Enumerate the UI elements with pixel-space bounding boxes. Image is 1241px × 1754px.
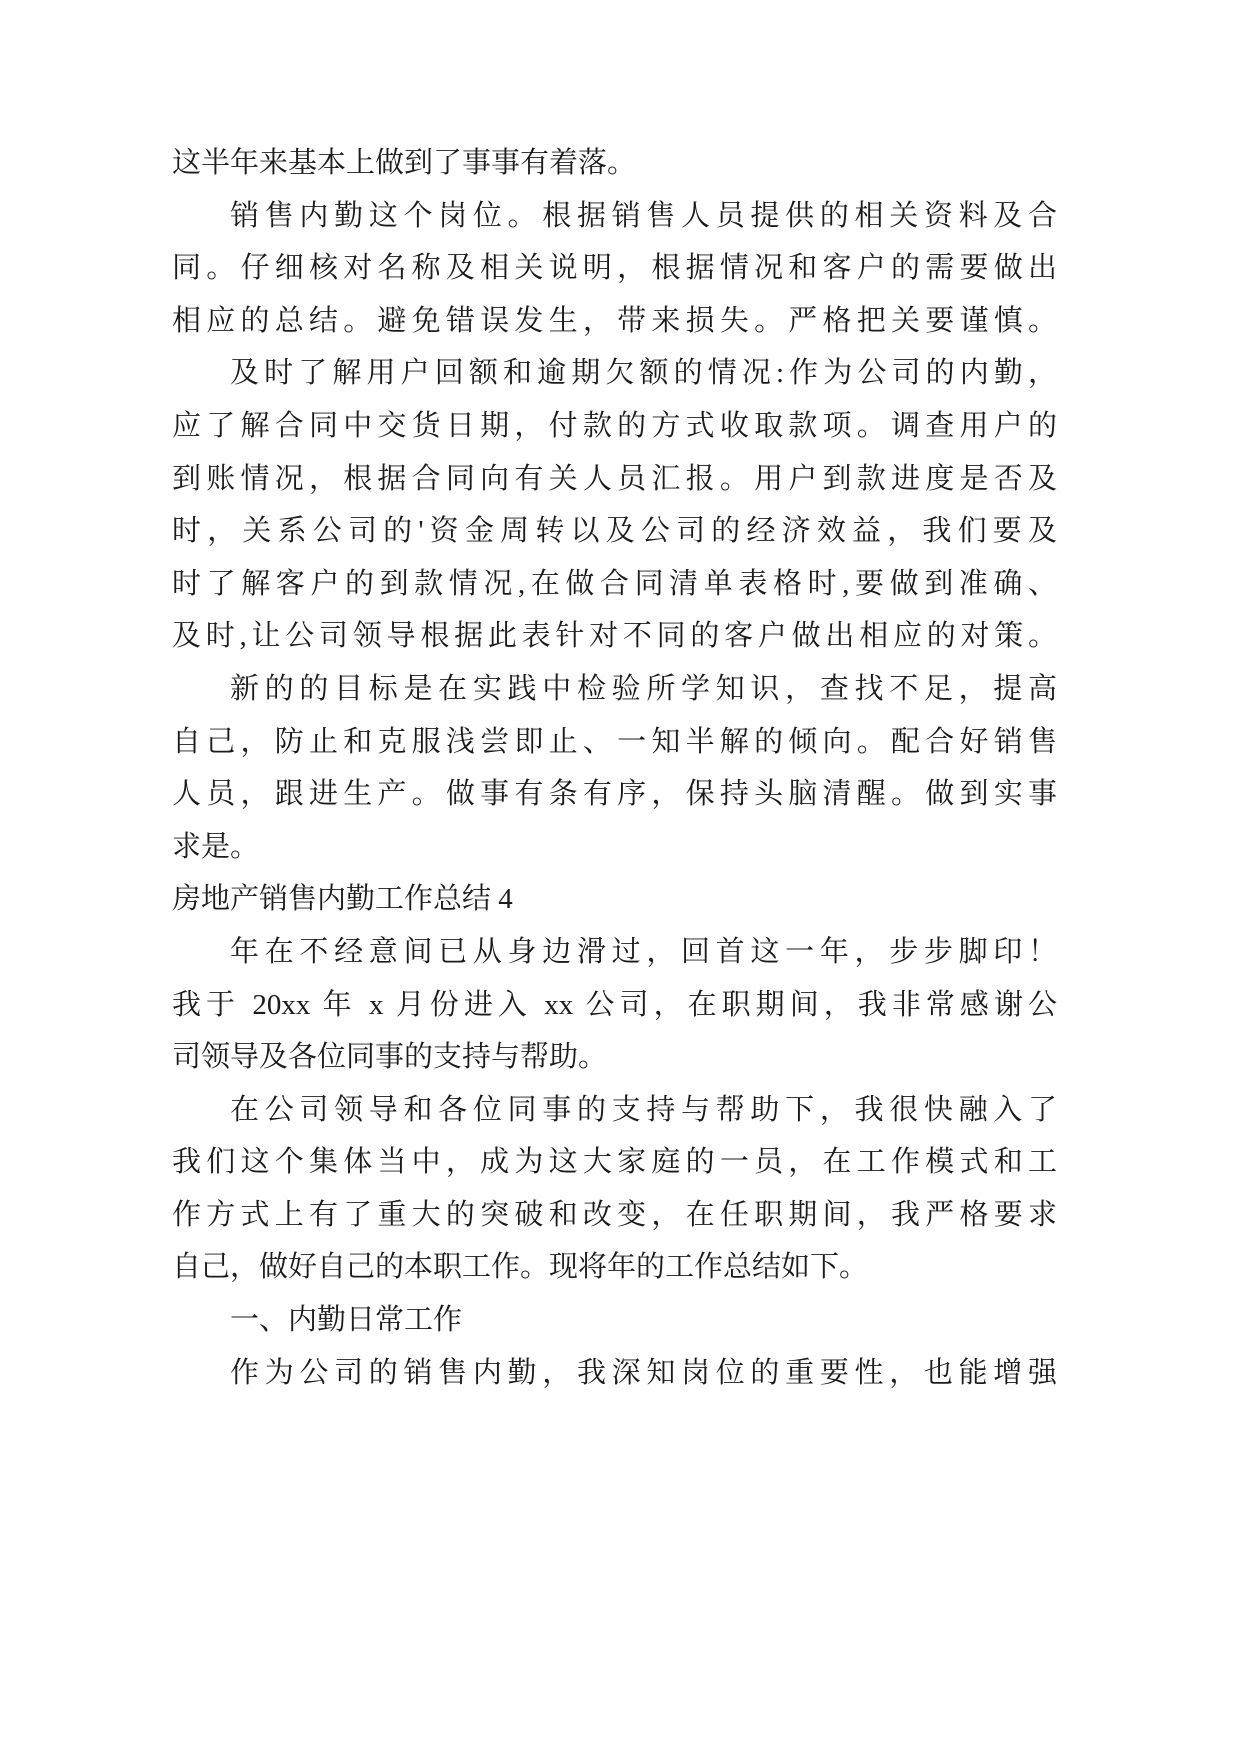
text-line: 自己，做好自己的本职工作。现将年的工作总结如下。	[172, 1251, 869, 1284]
text-line: 我于 20xx 年 x 月份进入 xx 公司，在职期间，我非常感谢公	[172, 988, 1057, 1021]
text-line: 作方式上有了重大的突破和改变，在任职期间，我严格要求	[172, 1198, 1057, 1231]
text-line: 到账情况，根据合同向有关人员汇报。用户到款进度是否及	[172, 462, 1057, 495]
paragraph	[172, 190, 1057, 348]
text-line: 这半年来基本上做到了事事有着落。	[172, 147, 637, 179]
text-line: 新的的目标是在实践中检验所学知识，查找不足，提高	[230, 672, 1057, 705]
text-line: 一、内勤日常工作	[230, 1304, 463, 1337]
paragraph	[172, 1084, 1057, 1294]
text-line: 作为公司的销售内勤，我深知岗位的重要性，也能增强	[230, 1356, 1057, 1389]
paragraph	[172, 347, 1057, 663]
paragraph	[172, 1347, 1057, 1400]
text-line: 年在不经意间已从身边滑过，回首这一年，步步脚印！	[230, 935, 1057, 968]
text-line: 求是。	[172, 830, 260, 863]
text-line: 自己，防止和克服浅尝即止、一知半解的倾向。配合好销售	[172, 725, 1057, 758]
subheading	[172, 1294, 1057, 1347]
text-line: 及时,让公司领导根据此表针对不同的客户做出相应的对策。	[172, 620, 1057, 653]
text-line: 我们这个集体当中，成为这大家庭的一员，在工作模式和工	[172, 1146, 1057, 1179]
text-line: 销售内勤这个岗位。根据销售人员提供的相关资料及合	[230, 199, 1057, 232]
text-line: 人员，跟进生产。做事有条有序，保持头脑清醒。做到实事	[172, 778, 1057, 811]
text-line: 应了解合同中交货日期，付款的方式收取款项。调查用户的	[172, 409, 1057, 442]
document-body	[172, 137, 1057, 1399]
text-line: 在公司领导和各位同事的支持与帮助下，我很快融入了	[230, 1093, 1057, 1126]
section-heading-text: 房地产销售内勤工作总结 4	[172, 883, 513, 916]
text-line: 时，关系公司的'资金周转以及公司的经济效益，我们要及	[172, 515, 1057, 548]
text-line: 司领导及各位同事的支持与帮助。	[172, 1041, 608, 1074]
paragraph	[172, 137, 1057, 190]
section-heading	[172, 873, 1057, 926]
paragraph	[172, 926, 1057, 1084]
text-line: 及时了解用户回额和逾期欠额的情况:作为公司的内勤，	[230, 357, 1057, 390]
text-line: 相应的总结。避免错误发生，带来损失。严格把关要谨慎。	[172, 304, 1057, 337]
text-line: 同。仔细核对名称及相关说明，根据情况和客户的需要做出	[172, 252, 1057, 285]
paragraph	[172, 663, 1057, 873]
text-line: 时了解客户的到款情况,在做合同清单表格时,要做到准确、	[172, 567, 1057, 600]
